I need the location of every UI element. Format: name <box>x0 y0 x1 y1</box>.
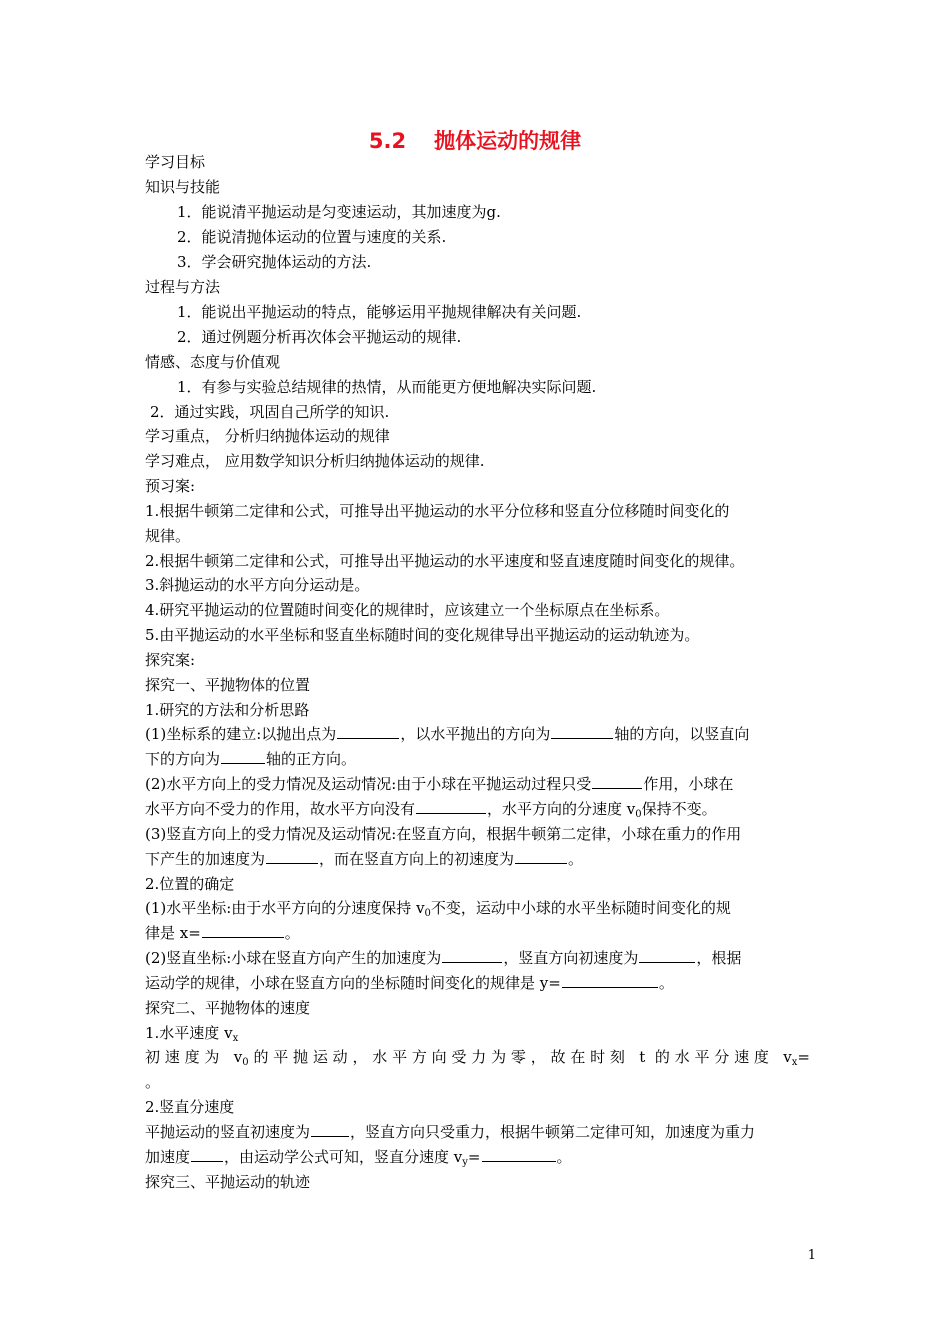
text: 。 <box>556 1148 572 1166</box>
answer-blank[interactable] <box>442 947 502 963</box>
part1-p3-line1: (3)竖直方向上的受力情况及运动情况:在竖直方向，根据牛顿第二定律，小球在重力的作用 <box>145 825 742 843</box>
subscript: x <box>232 1033 239 1044</box>
text: 。 <box>284 924 300 942</box>
text: 。 <box>658 974 674 992</box>
text: 不变，运动中小球的水平坐标随时间变化的规 <box>430 899 731 917</box>
knowledge-item-2: 2．能说清抛体运动的位置与速度的关系. <box>177 228 447 246</box>
part1-heading: 探究一、平抛物体的位置 <box>145 676 311 694</box>
text: 下产生的加速度为 <box>145 850 266 868</box>
preview-heading: 预习案: <box>145 477 196 495</box>
answer-blank[interactable] <box>221 748 265 764</box>
text: 运动学的规律，小球在竖直方向的坐标随时间变化的规律是 y= <box>145 974 561 992</box>
text: (1)水平坐标:由于水平方向的分速度保持 v <box>145 899 425 917</box>
part1-p2-line2 <box>145 797 810 821</box>
process-item-2: 2．通过例题分析再次体会平抛运动的规律. <box>177 328 462 346</box>
knowledge-heading: 知识与技能 <box>145 178 221 196</box>
part1-q1-line2 <box>145 921 810 945</box>
text: 轴的正方向。 <box>266 750 357 768</box>
key-point: 学习重点， 分析归纳抛体运动的规律 <box>145 427 390 445</box>
process-item-1: 1．能说出平抛运动的特点，能够运用平抛规律解决有关问题. <box>177 303 582 321</box>
part1-sub2: 2.位置的确定 <box>145 875 235 893</box>
goals-heading: 学习目标 <box>145 153 206 171</box>
subscript: x <box>791 1057 798 1068</box>
text: ，而在竖直方向上的初速度为 <box>319 850 515 868</box>
answer-blank[interactable] <box>482 1146 556 1162</box>
title-number: 5.2 <box>368 129 407 153</box>
answer-blank[interactable] <box>515 848 567 864</box>
preview-item-1: 1.根据牛顿第二定律和公式，可推导出平抛运动的水平分位移和竖直分位移随时间变化的 <box>145 502 730 520</box>
text: 作用，小球在 <box>643 775 734 793</box>
text: 。 <box>568 850 584 868</box>
answer-blank[interactable] <box>202 922 284 938</box>
part2-s-line1 <box>145 1120 810 1144</box>
text: 平抛运动的竖直初速度为 <box>145 1123 311 1141</box>
page-number: 1 <box>807 1248 816 1263</box>
part1-q1-line1 <box>145 896 810 920</box>
text: 轴的方向，以竖直向 <box>614 725 750 743</box>
text: ，水平方向的分速度 v <box>487 800 636 818</box>
part1-q2-line1 <box>145 946 810 970</box>
part1-p2-line1 <box>145 772 810 796</box>
part2-r1-line2: 。 <box>145 1073 161 1091</box>
part1-sub1: 1.研究的方法和分析思路 <box>145 701 310 719</box>
text: = <box>797 1048 810 1066</box>
explore-heading: 探究案: <box>145 651 196 669</box>
subscript: 0 <box>424 908 431 919</box>
text: 下的方向为 <box>145 750 221 768</box>
part1-q2-line2 <box>145 971 810 995</box>
text: 初速度为 v <box>145 1048 243 1066</box>
text: (2)竖直坐标:小球在竖直方向产生的加速度为 <box>145 949 442 967</box>
preview-item-3: 3.斜抛运动的水平方向分运动是。 <box>145 576 370 594</box>
part1-p3-line2 <box>145 847 810 871</box>
part3-heading: 探究三、平抛运动的轨迹 <box>145 1173 311 1191</box>
answer-blank[interactable] <box>562 972 658 988</box>
emotion-item-2: 2．通过实践，巩固自己所学的知识. <box>150 403 390 421</box>
text: ，以水平抛出的方向为 <box>400 725 551 743</box>
part1-p1-line1 <box>145 722 810 746</box>
title-text: 抛体运动的规律 <box>434 129 582 153</box>
preview-item-4: 4.研究平抛运动的位置随时间变化的规律时，应该建立一个坐标原点在坐标系。 <box>145 601 670 619</box>
text: = <box>467 1148 481 1166</box>
text: ，竖直方向只受重力，根据牛顿第二定律可知，加速度为重力 <box>350 1123 756 1141</box>
part2-sub1 <box>145 1021 810 1045</box>
text: 的平抛运动，水平方向受力为零，故在时刻 t 的水平分速度 v <box>248 1048 792 1066</box>
emotion-item-1: 1．有参与实验总结规律的热情，从而能更方便地解决实际问题. <box>177 378 597 396</box>
knowledge-item-1: 1．能说清平抛运动是匀变速运动，其加速度为g. <box>177 203 501 221</box>
text: 水平方向不受力的作用，故水平方向没有 <box>145 800 416 818</box>
answer-blank[interactable] <box>337 723 399 739</box>
subscript: 0 <box>242 1057 249 1068</box>
part1-p1-line2 <box>145 747 810 771</box>
answer-blank[interactable] <box>191 1146 223 1162</box>
answer-blank[interactable] <box>266 848 318 864</box>
preview-item-1-cont: 规律。 <box>145 527 191 545</box>
subscript: 0 <box>635 809 642 820</box>
answer-blank[interactable] <box>639 947 695 963</box>
answer-blank[interactable] <box>311 1121 349 1137</box>
answer-blank[interactable] <box>551 723 613 739</box>
text: 保持不变。 <box>641 800 717 818</box>
part2-s-line2 <box>145 1145 810 1169</box>
knowledge-item-3: 3．学会研究抛体运动的方法. <box>177 253 372 271</box>
text: 律是 x= <box>145 924 201 942</box>
part2-sub2: 2.竖直分速度 <box>145 1098 235 1116</box>
answer-blank[interactable] <box>416 798 486 814</box>
text: (2)水平方向上的受力情况及运动情况:由于小球在平抛运动过程只受 <box>145 775 592 793</box>
text: 1.水平速度 v <box>145 1024 233 1042</box>
emotion-heading: 情感、态度与价值观 <box>145 353 281 371</box>
process-heading: 过程与方法 <box>145 278 221 296</box>
part2-r1-line1 <box>145 1045 810 1069</box>
text: 加速度 <box>145 1148 191 1166</box>
text: ，根据 <box>696 949 742 967</box>
difficulty: 学习难点， 应用数学知识分析归纳抛体运动的规律. <box>145 452 485 470</box>
answer-blank[interactable] <box>592 773 642 789</box>
part2-heading: 探究二、平抛物体的速度 <box>145 999 311 1017</box>
preview-item-2: 2.根据牛顿第二定律和公式，可推导出平抛运动的水平速度和竖直速度随时间变化的规律。 <box>145 552 745 570</box>
text: ，由运动学公式可知，竖直分速度 v <box>224 1148 463 1166</box>
text: (1)坐标系的建立:以抛出点为 <box>145 725 337 743</box>
text: ，竖直方向初速度为 <box>503 949 639 967</box>
subscript: y <box>462 1157 468 1168</box>
preview-item-5: 5.由平抛运动的水平坐标和竖直坐标随时间的变化规律导出平抛运动的运动轨迹为。 <box>145 626 700 644</box>
